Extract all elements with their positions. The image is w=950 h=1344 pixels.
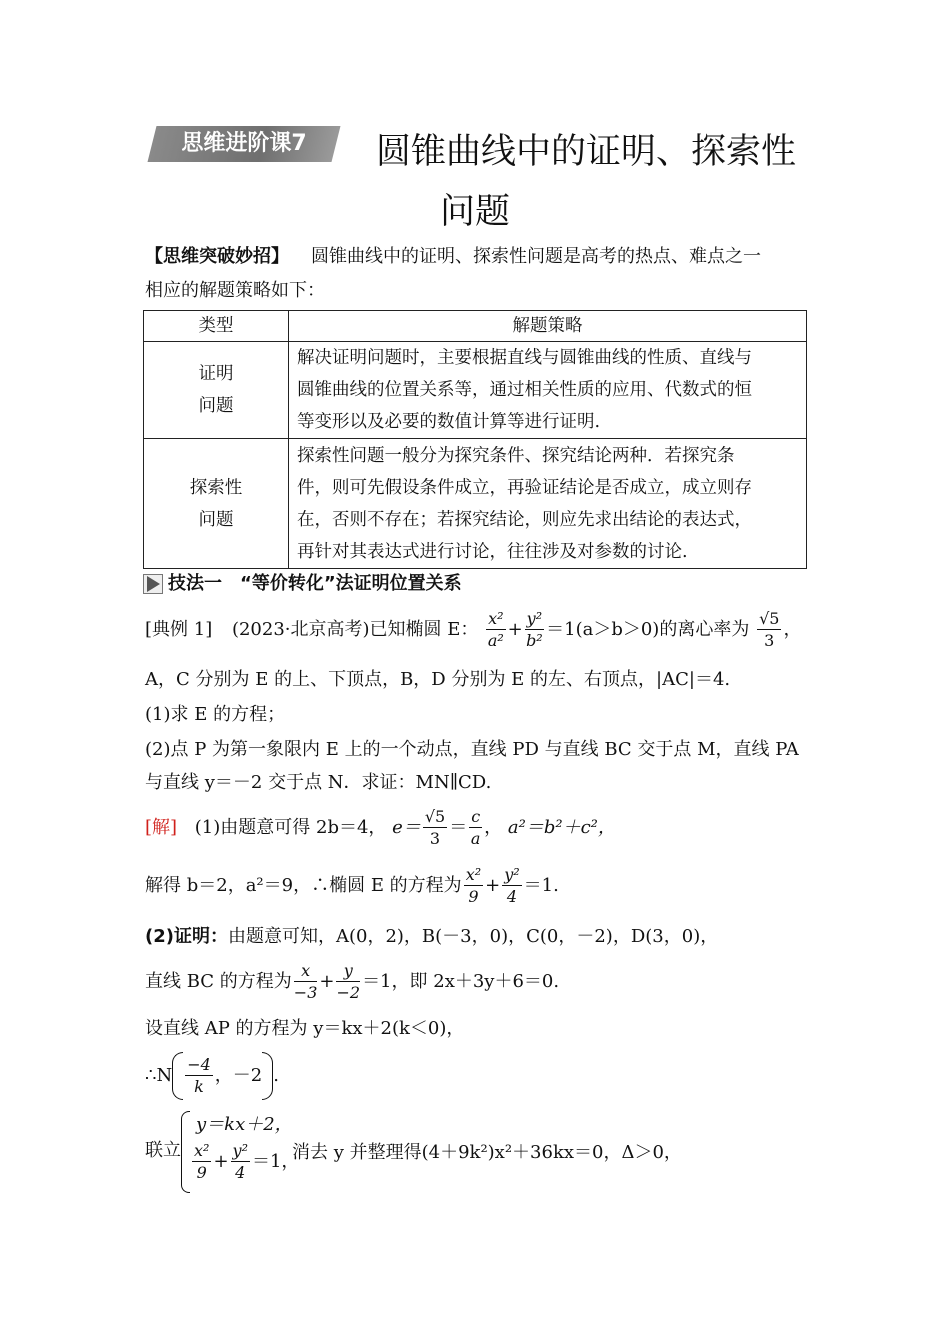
intro-label: 【思维突破妙招】: [145, 246, 289, 267]
strategy-line: 在，否则不存在；若探究结论，则应先求出结论的表达式，: [297, 509, 752, 530]
solution-text: ，－2: [214, 1065, 263, 1086]
row-strategy: [289, 342, 807, 439]
fraction-neg4-k: $\frac{-4}{k}$: [187, 1055, 211, 1096]
row-type: [144, 342, 289, 439]
example-eq: ＝1(a＞b＞0)的离心率为: [546, 619, 750, 640]
solution-text: ＝1，即 2x＋3y＋6＝0.: [362, 971, 560, 992]
solution-text: (1)由题意可得 2b＝4，: [194, 817, 387, 838]
system-label: 联立: [145, 1140, 181, 1161]
proof-label: (2)证明：: [145, 926, 228, 947]
row-type-line: 探索性: [189, 477, 243, 498]
fraction-eccentricity: $\frac{√5}{3}$: [759, 609, 780, 650]
section-badge: 思维进阶课7: [181, 131, 307, 156]
row-type-line: 证明: [198, 364, 234, 384]
solution-text: a²＝b²＋c²，: [507, 817, 616, 838]
header-strategy: 解题策略: [289, 311, 807, 342]
fraction-c-a: $\frac{c}{a}$: [470, 807, 481, 848]
system-eq2: $\frac{\text{x²}}{9}$ + $\frac{\text{y²}}{4}$ ＝1，: [194, 1141, 300, 1182]
example-label: [典例 1]: [145, 619, 213, 640]
strategy-line: 解决证明问题时，主要根据直线与圆锥曲线的性质、直线与: [297, 348, 752, 368]
strategy-line: 再针对其表达式进行讨论，往往涉及对参数的讨论.: [297, 541, 688, 562]
fraction-x2-a2: $\frac{\text{x²}}{\text{a²}}$: [487, 609, 504, 650]
fraction-y2-4: $\frac{\text{y²}}{4}$: [232, 1141, 248, 1182]
solution-line3: [145, 924, 718, 950]
example-stem-text: 已知椭圆 E：: [369, 619, 479, 640]
left-paren: [172, 1052, 183, 1100]
fraction-x2-9: $\frac{\text{x²}}{9}$: [465, 865, 482, 906]
page-title-line1: 圆锥曲线中的证明、探索性: [376, 132, 797, 172]
question-1: (1)求 E 的方程；: [145, 704, 286, 725]
solution-text: 直线 BC 的方程为: [145, 971, 292, 992]
right-paren: [262, 1052, 273, 1100]
intro-line1: [145, 244, 761, 270]
solution-text: ＝1.: [523, 875, 559, 896]
system-eq1: y＝kx＋2，: [196, 1114, 293, 1135]
solution-line2: 解得 b＝2，a²＝9，∴椭圆 E 的方程为 $\frac{\text{x²}}{9}$ + $\frac{\text{y²}}{4}$ ＝1.: [145, 865, 559, 906]
solution-line4: 直线 BC 的方程为 $\frac{x}{-3}$ + $\frac{y}{-2}$ ＝1，即 2x＋3y＋6＝0.: [145, 961, 560, 1002]
intro-line2: 相应的解题策略如下：: [145, 280, 325, 301]
fraction-x2-9: $\frac{\text{x²}}{9}$: [194, 1141, 210, 1182]
solution-line6: [145, 1052, 279, 1100]
solution-line1: [解] (1)由题意可得 2b＝4， e＝ $\frac{√5}{3}$ ＝ $\frac{c}{a}$ ， a²＝b²＋c²，: [145, 807, 616, 848]
solution-text: 解得 b＝2，a²＝9，∴椭圆 E 的方程为: [145, 875, 462, 896]
example-stem: [典例 1] (2023·北京高考)已知椭圆 E： $\frac{\text{x²}}{\text{a²}}$ + $\frac{\text{y²}}{\text{b²}}$ ＝1(a＞b＞0)的离心率为 $\frac{√5}{3}$ ，: [145, 609, 802, 650]
solution-text: ∴N: [145, 1065, 173, 1086]
section-title: 技法一 “等价转化”法证明位置关系: [168, 573, 462, 594]
page-title-line2: 问题: [440, 192, 511, 232]
example-source: (2023·北京高考): [231, 619, 370, 640]
play-triangle-icon: [143, 574, 163, 594]
row-type-line: 问题: [198, 396, 234, 416]
table-row: [144, 439, 807, 569]
fraction-y2-4: $\frac{\text{y²}}{4}$: [504, 865, 520, 906]
table-row: [144, 342, 807, 439]
row-type: [144, 439, 289, 569]
fraction-y-neg2: $\frac{y}{-2}$: [336, 961, 361, 1002]
fraction-y2-b2: $\frac{\text{y²}}{\text{b²}}$: [526, 609, 543, 650]
header-type: 类型: [144, 311, 289, 342]
system-brace: [181, 1111, 190, 1193]
solution-tag: [解]: [145, 817, 178, 838]
strategy-line: 探索性问题一般分为探究条件、探究结论两种．若探究条: [297, 445, 735, 466]
row-type-line: 问题: [198, 509, 234, 530]
strategy-line: 等变形以及必要的数值计算等进行证明.: [297, 412, 601, 432]
solution-line7: 消去 y 并整理得(4＋9k²)x²＋36kx＝0，Δ＞0，: [292, 1142, 682, 1163]
question-2a: (2)点 P 为第一象限内 E 上的一个动点，直线 PD 与直线 BC 交于点 M，直线 PA: [145, 739, 799, 760]
fraction-sqrt5-3: $\frac{√5}{3}$: [424, 807, 446, 848]
row-strategy: [289, 439, 807, 569]
strategy-line: 圆锥曲线的位置关系等，通过相关性质的应用、代数式的恒: [297, 380, 752, 400]
strategy-table: [143, 310, 807, 569]
intro-text1: 圆锥曲线中的证明、探索性问题是高考的热点、难点之一: [311, 246, 761, 267]
fraction-x-neg3: $\frac{x}{-3}$: [293, 961, 318, 1002]
solution-line5: 设直线 AP 的方程为 y＝kx＋2(k＜0)，: [145, 1018, 465, 1039]
question-2b: 与直线 y＝－2 交于点 N．求证：MN∥CD.: [145, 772, 492, 793]
strategy-line: 件，则可先假设条件成立，再验证结论是否成立，成立则存: [297, 477, 752, 498]
example-line2: A，C 分别为 E 的上、下顶点，B，D 分别为 E 的左、右顶点，|AC|＝4.: [145, 669, 731, 690]
solution-text: 由题意可知，A(0，2)，B(－3，0)，C(0，－2)，D(3，0)，: [227, 926, 719, 947]
solution-text: .: [273, 1065, 279, 1086]
table-header-row: [144, 311, 807, 342]
